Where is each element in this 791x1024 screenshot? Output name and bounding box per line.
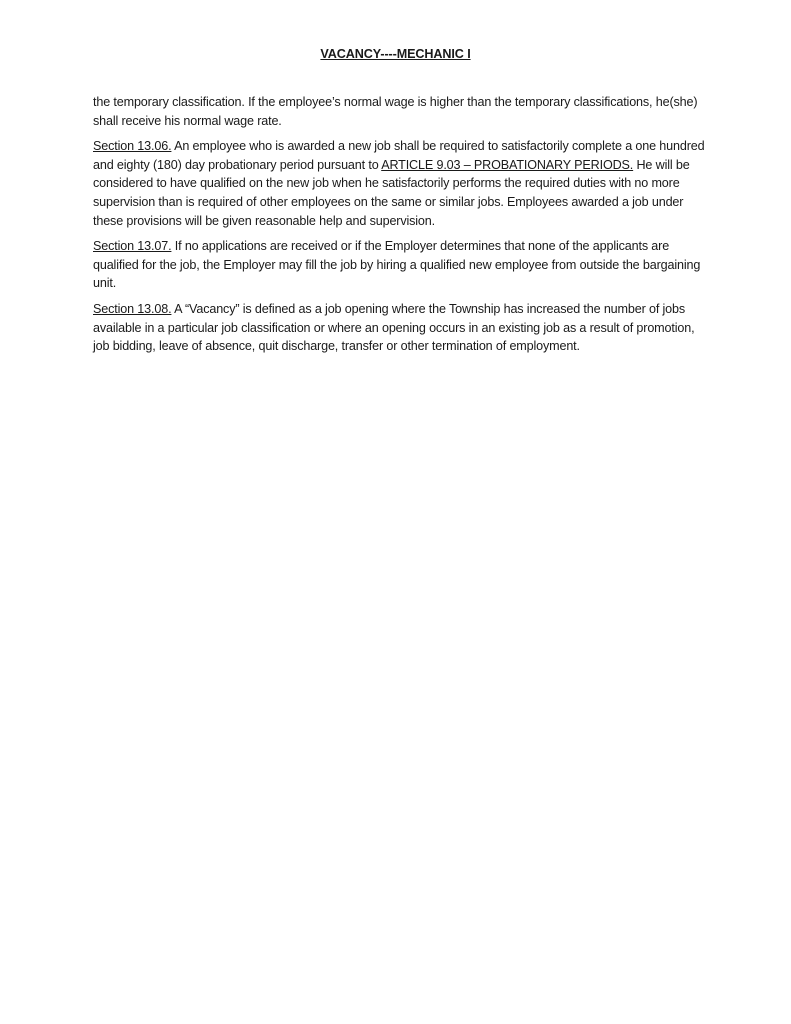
document-title: VACANCY----MECHANIC I [320,47,471,61]
paragraph-text: If no applications are received or if the Employer determines that none of the applicants are qualified for the job, the Employer may fill the job by hiring a qualified new employee from outside the bargaining unit. [93,239,701,291]
paragraph-section-13-07 [93,237,705,293]
paragraph-text: An employee who is awarded a new job shall be required to satisfactorily complete a one hundred and eighty (180) day probationary period pursuant to [93,139,705,172]
paragraph-text: He will be considered to have qualified on the new job when he satisfactorily performs the required duties with no more supervision than is required of other employees on the same or similar jobs. Employees awarded a job under these provisions will be given reasonable help and supervision. [93,157,690,228]
section-number: Section 13.07. [93,239,172,254]
article-reference: ARTICLE 9.03 – PROBATIONARY PERIODS. [381,157,634,172]
paragraph-text: A “Vacancy” is defined as a job opening where the Township has increased the number of jobs available in a particular job classification or where an opening occurs in an existing job as a result of promotion, job bidding, leave of absence, quit discharge, transfer or other termination of employment. [93,301,695,354]
paragraph-section-13-06 [93,137,705,230]
paragraph-continuation [93,93,705,130]
paragraph-section-13-08 [93,300,705,356]
document-body [93,93,705,363]
paragraph-text: the temporary classification. If the employee’s normal wage is higher than the temporary classifications, he(she) shall receive his normal wage rate. [93,95,698,128]
section-number: Section 13.08. [93,301,172,316]
section-number: Section 13.06. [93,139,172,154]
